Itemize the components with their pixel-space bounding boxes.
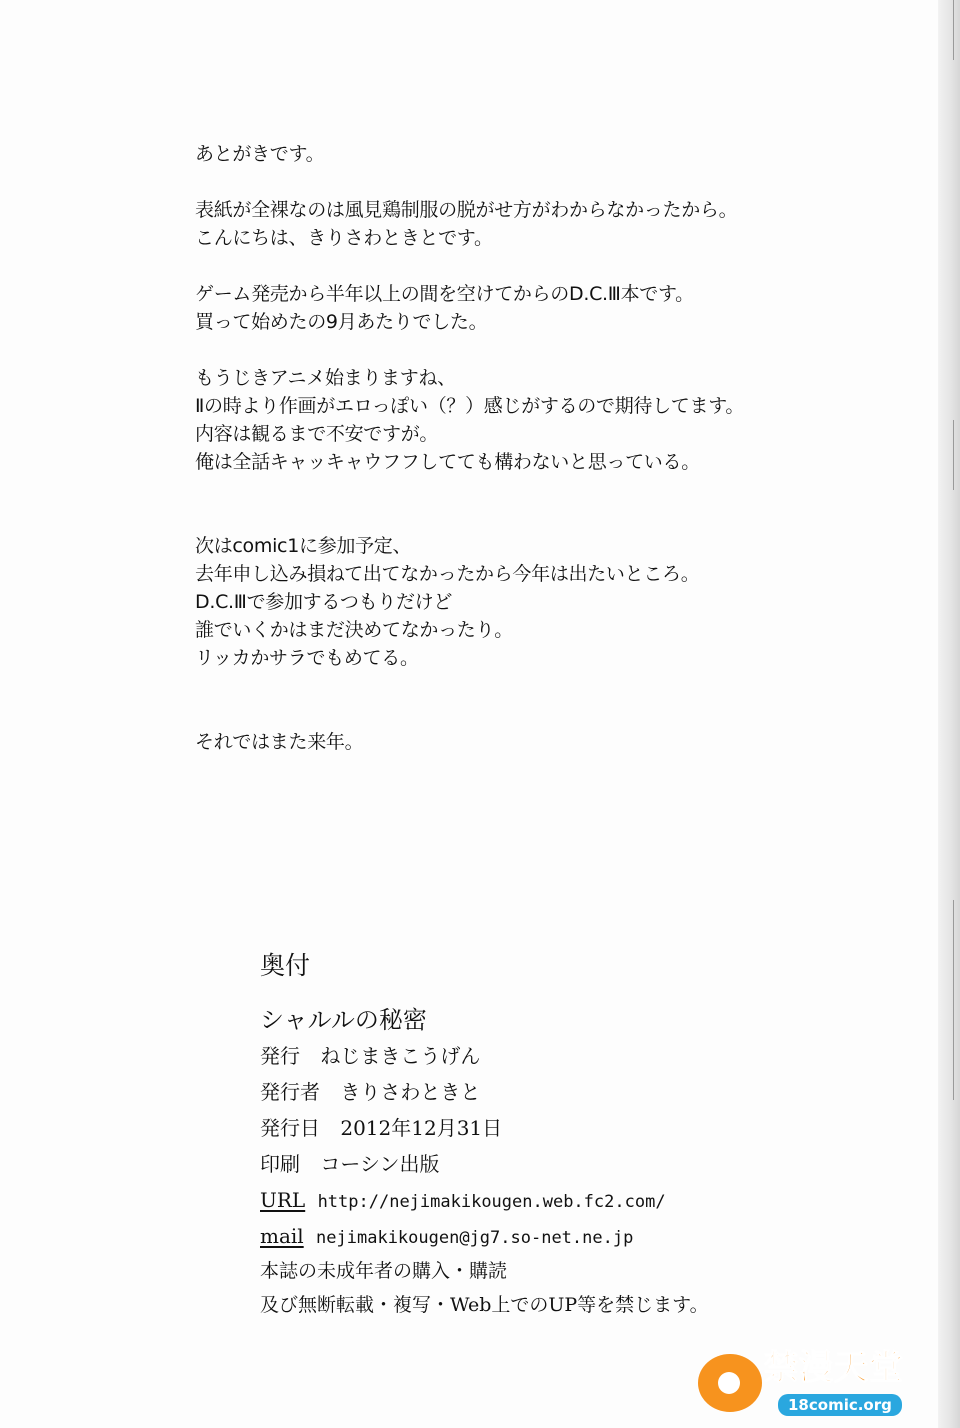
watermark-logo-icon	[698, 1354, 762, 1412]
printer-label: 印刷	[260, 1152, 300, 1176]
afterword-line: あとがきです。	[195, 143, 325, 165]
date-label: 発行日	[260, 1116, 320, 1140]
watermark	[698, 1346, 928, 1420]
afterword-line: それではまた来年。	[195, 731, 364, 753]
edge-line	[953, 420, 954, 490]
printer-value: コーシン出版	[320, 1152, 440, 1176]
afterword	[195, 140, 895, 756]
date-value: 2012年12月31日	[340, 1116, 503, 1140]
afterword-paragraph-5	[195, 532, 895, 672]
mail-value: nejimakikougen@jg7.so-net.ne.jp	[316, 1228, 634, 1248]
afterword-line: 去年申し込み損ねて出てなかったから今年は出たいところ。	[195, 563, 700, 585]
printer-row	[260, 1146, 820, 1182]
notice-line: 及び無断転載・複写・Web上でのUP等を禁じます。	[260, 1294, 709, 1316]
afterword-paragraph-4	[195, 364, 895, 476]
author-value: きりさわときと	[340, 1080, 481, 1104]
afterword-paragraph-1	[195, 140, 895, 168]
watermark-text: 禁漫天堂	[764, 1348, 904, 1388]
mail-row	[260, 1218, 820, 1254]
afterword-line: 誰でいくかはまだ決めてなかったり。	[195, 619, 513, 641]
afterword-line: 次はcomic1に参加予定、	[195, 535, 412, 557]
edge-line	[953, 900, 954, 1100]
afterword-line: 表紙が全裸なのは風見鶏制服の脱がせ方がわからなかったから。	[195, 199, 738, 221]
afterword-line: 内容は観るまで不安ですが。	[195, 423, 439, 445]
afterword-line: ゲーム発売から半年以上の間を空けてからのD.C.Ⅲ本です。	[195, 283, 694, 305]
colophon-title: 奥付	[260, 951, 311, 980]
colophon	[260, 948, 820, 1322]
url-label: URL	[260, 1188, 306, 1212]
notice-line: 本誌の未成年者の購入・購読	[260, 1260, 508, 1282]
date-row	[260, 1110, 820, 1146]
afterword-line: 俺は全話キャッキャウフフしてても構わないと思っている。	[195, 451, 700, 473]
publisher-value: ねじまきこうげん	[320, 1044, 481, 1068]
mail-label: mail	[260, 1224, 304, 1248]
afterword-paragraph-6	[195, 728, 895, 756]
afterword-line: もうじきアニメ始まりますね、	[195, 367, 456, 389]
afterword-line: 買って始めたの9月あたりでした。	[195, 311, 488, 333]
afterword-line: こんにちは、きりさわときとです。	[195, 227, 493, 249]
afterword-line: Ⅱの時より作画がエロっぽい（？）感じがするので期待してます。	[195, 395, 745, 417]
url-value: http://nejimakikougen.web.fc2.com/	[317, 1192, 666, 1212]
publisher-label: 発行	[260, 1044, 300, 1068]
publisher-row	[260, 1038, 820, 1074]
page-edge-shadow	[938, 0, 960, 1428]
afterword-line: リッカかサラでもめてる。	[195, 647, 419, 669]
watermark-url: 18comic.org	[778, 1394, 902, 1416]
afterword-paragraph-3	[195, 280, 895, 336]
edge-line	[953, 0, 954, 60]
author-label: 発行者	[260, 1080, 320, 1104]
book-title: シャルルの秘密	[260, 1006, 427, 1034]
afterword-line: D.C.Ⅲで参加するつもりだけど	[195, 591, 453, 613]
url-row	[260, 1182, 820, 1218]
author-row	[260, 1074, 820, 1110]
afterword-paragraph-2	[195, 196, 895, 252]
